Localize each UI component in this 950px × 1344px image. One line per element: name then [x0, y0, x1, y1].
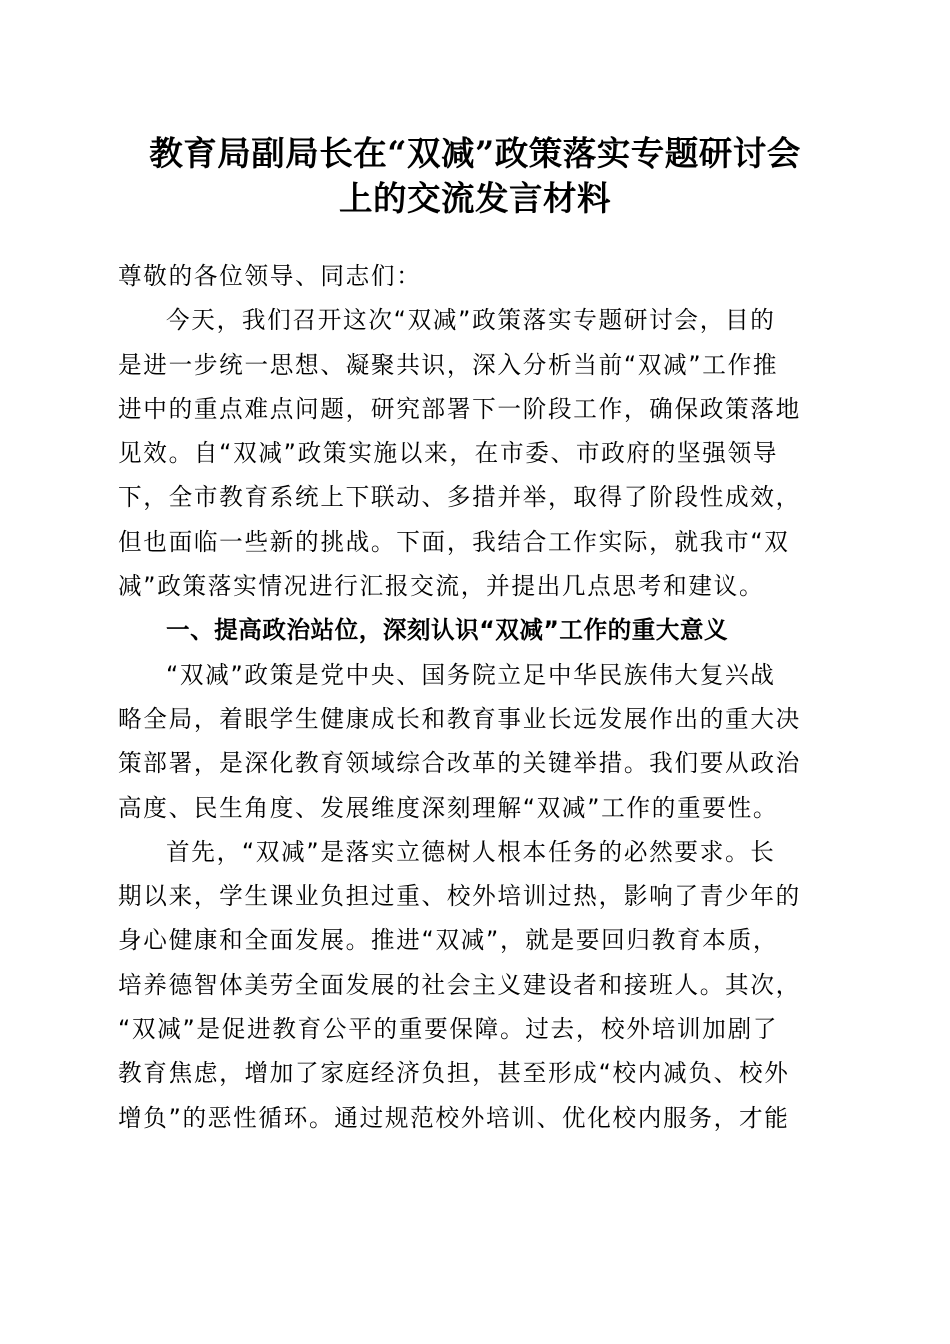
- paragraph-line: 高度、民生角度、发展维度深刻理解“双减”工作的重要性。: [118, 793, 779, 822]
- paragraph-line: 是进一步统一思想、凝聚共识，深入分析当前“双减”工作推: [118, 350, 779, 379]
- paragraph-line: 今天，我们召开这次“双减”政策落实专题研讨会，目的: [166, 306, 776, 335]
- paragraph-line: 增负”的恶性循环。通过规范校外培训、优化校内服务，才能: [118, 1103, 790, 1132]
- page-title: [110, 131, 840, 221]
- paragraph-line: 进中的重点难点问题，研究部署下一阶段工作，确保政策落地: [118, 394, 801, 423]
- paragraph-opening: [118, 298, 830, 608]
- paragraph-line: 但也面临一些新的挑战。下面，我结合工作实际，就我市“双: [118, 527, 790, 556]
- paragraph-line: 减”政策落实情况进行汇报交流，并提出几点思考和建议。: [118, 572, 765, 601]
- paragraph-line: 策部署，是深化教育领域综合改革的关键举措。我们要从政治: [118, 749, 801, 778]
- paragraph-reasons: [118, 830, 830, 1140]
- paragraph-line: 见效。自“双减”政策实施以来，在市委、市政府的坚强领导: [118, 439, 779, 468]
- document-body: [118, 254, 830, 1140]
- salutation: 尊敬的各位领导、同志们：: [118, 262, 422, 290]
- paragraph-line: 期以来，学生课业负担过重、校外培训过热，影响了青少年的: [118, 882, 801, 911]
- paragraph-line: 教育焦虑，增加了家庭经济负担，甚至形成“校内减负、校外: [118, 1059, 790, 1088]
- title-line-2: 上的交流发言材料: [339, 179, 611, 218]
- paragraph-line: “双减”是促进教育公平的重要保障。过去，校外培训加剧了: [118, 1015, 779, 1044]
- paragraph-line: 略全局，着眼学生健康成长和教育事业长远发展作出的重大决: [118, 704, 801, 733]
- paragraph-line: 下，全市教育系统上下联动、多措并举，取得了阶段性成效，: [118, 483, 801, 512]
- paragraph-significance: [118, 653, 830, 830]
- paragraph-line: “双减”政策是党中央、国务院立足中华民族伟大复兴战: [166, 660, 776, 689]
- title-line-1: 教育局副局长在“双减”政策落实专题研讨会: [149, 134, 801, 173]
- section-heading: 一、提高政治站位，深刻认识“双减”工作的重大意义: [166, 616, 729, 645]
- paragraph-line: 首先，“双减”是落实立德树人根本任务的必然要求。长: [166, 837, 776, 866]
- paragraph-line: 培养德智体美劳全面发展的社会主义建设者和接班人。其次，: [118, 970, 801, 999]
- paragraph-line: 身心健康和全面发展。推进“双减”，就是要回归教育本质，: [118, 926, 779, 955]
